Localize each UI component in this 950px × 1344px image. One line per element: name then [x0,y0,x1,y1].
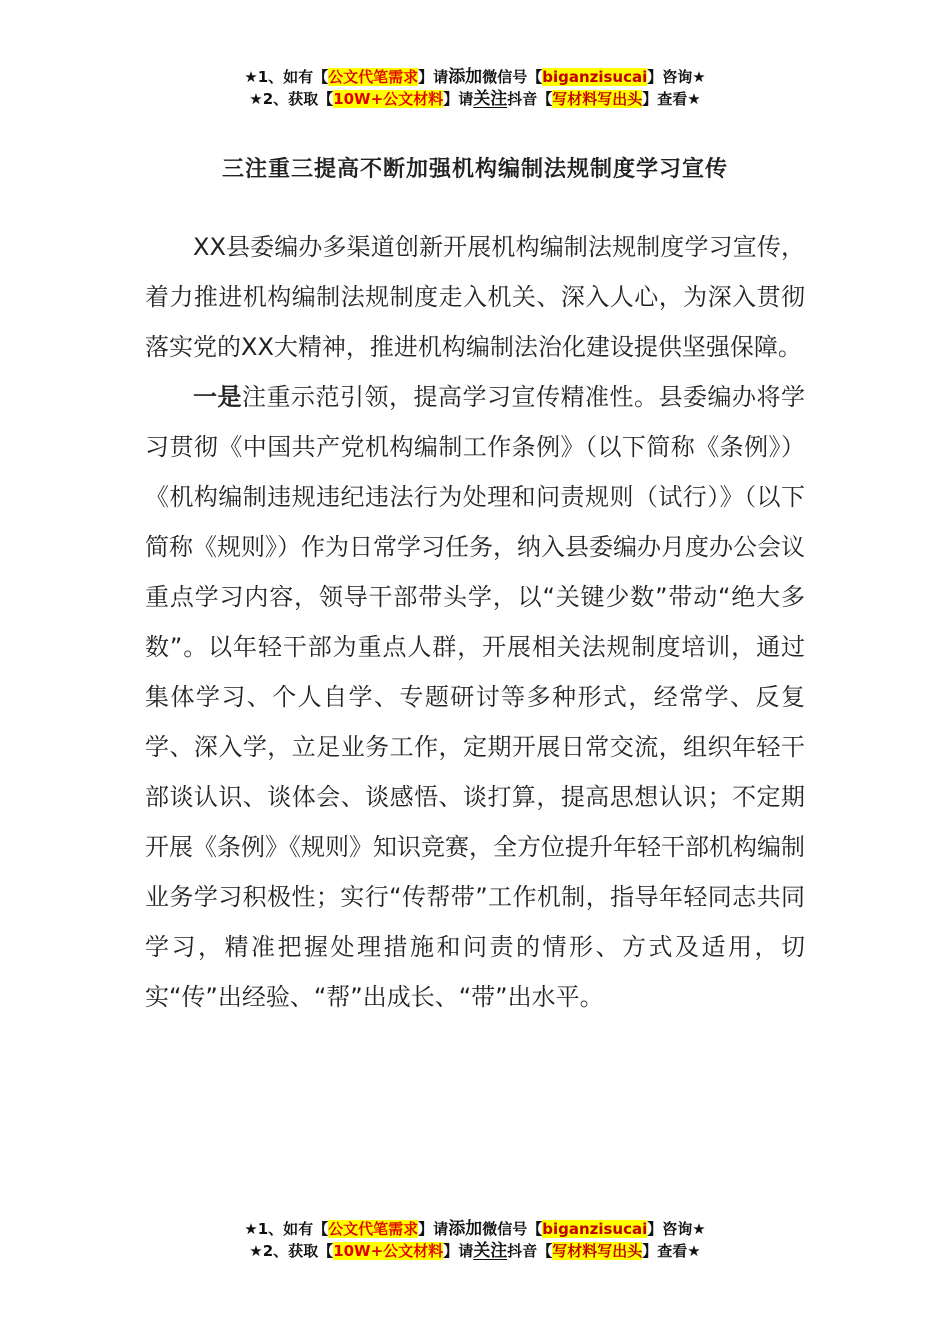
banner-line-2-mid2: 抖音【 [507,90,553,108]
banner-line-2-suffix: 】查看★ [642,90,701,108]
banner-line-1-suffix: 】咨询★ [647,68,706,86]
banner-line-2-mid: 】请 [443,90,474,108]
bottom-banner-line-2-highlight-materials: 10W+公文材料 [333,1242,444,1260]
bottom-banner-line-2-mid2: 抖音【 [507,1242,553,1260]
paragraph-1 [145,372,805,1022]
bottom-banner-line-2-douyin-account: 写材料写出头 [552,1242,643,1260]
bottom-banner-line-1 [0,1218,950,1240]
banner-line-1-mid: 】请 [418,68,449,86]
banner-line-1-highlight-service: 公文代笔需求 [328,68,419,86]
paragraph-1-body: 注重示范引领，提高学习宣传精准性。县委编办将学习贯彻《中国共产党机构编制工作条例》（以下简称《条例》）《机构编制违规违纪违法行为处理和问责规则（试行）》（以下简称《规则》）作为日常学习任务，纳入县委编办月度办公会议重点学习内容，领导干部带头学，以“关键少数”带动“绝大多数”。以年轻干部为重点人群，开展相关法规制度培训，通过集体学习、个人自学、专题研讨等多种形式，经常学、反复学、深入学，立足业务工作，定期开展日常交流，组织年轻干部谈认识、谈体会、谈感悟、谈打算，提高思想认识；不定期开展《条例》《规则》知识竞赛，全方位提升年轻干部机构编制业务学习积极性；实行“传帮带”工作机制，指导年轻同志共同学习，精准把握处理措施和问责的情形、方式及适用，切实“传”出经验、“帮”出成长、“带”出水平。 [145,383,805,1011]
bottom-banner-line-2-emphasis: 关注 [473,1241,508,1261]
banner-line-2-prefix: ★2、获取【 [249,90,334,108]
bottom-banner-line-1-highlight-service: 公文代笔需求 [328,1220,419,1238]
banner-line-1-wechat-id: biganzisucai [542,68,648,86]
intro-paragraph: XX县委编办多渠道创新开展机构编制法规制度学习宣传，着力推进机构编制法规制度走入机关、深入人心，为深入贯彻落实党的XX大精神，推进机构编制法治化建设提供坚强保障。 [145,233,805,361]
banner-line-2 [0,88,950,110]
banner-line-2-emphasis: 关注 [473,89,508,109]
top-banner [0,66,950,110]
bottom-banner-line-1-mid: 】请 [418,1220,449,1238]
banner-line-1-prefix: ★1、如有【 [244,68,329,86]
bottom-banner-line-1-suffix: 】咨询★ [647,1220,706,1238]
bottom-banner-line-2-prefix: ★2、获取【 [249,1242,334,1260]
document-title: 三注重三提高不断加强机构编制法规制度学习宣传 [221,157,728,182]
bottom-banner-line-2-mid: 】请 [443,1242,474,1260]
banner-line-2-douyin-account: 写材料写出头 [552,90,643,108]
paragraph-1-lead: 一是 [193,383,242,411]
bottom-banner-line-2-suffix: 】查看★ [642,1242,701,1260]
bottom-banner-line-1-mid2: 微信号【 [482,1220,543,1238]
bottom-banner-line-1-prefix: ★1、如有【 [244,1220,329,1238]
banner-line-1-emphasis: 添加 [448,67,483,87]
banner-line-2-highlight-materials: 10W+公文材料 [333,90,444,108]
bottom-banner-line-2 [0,1240,950,1262]
bottom-banner-line-1-wechat-id: biganzisucai [542,1220,648,1238]
bottom-banner-line-1-emphasis: 添加 [448,1219,483,1239]
banner-line-1 [0,66,950,88]
bottom-banner [0,1218,950,1262]
document-body [145,222,805,1022]
banner-line-1-mid2: 微信号【 [482,68,543,86]
